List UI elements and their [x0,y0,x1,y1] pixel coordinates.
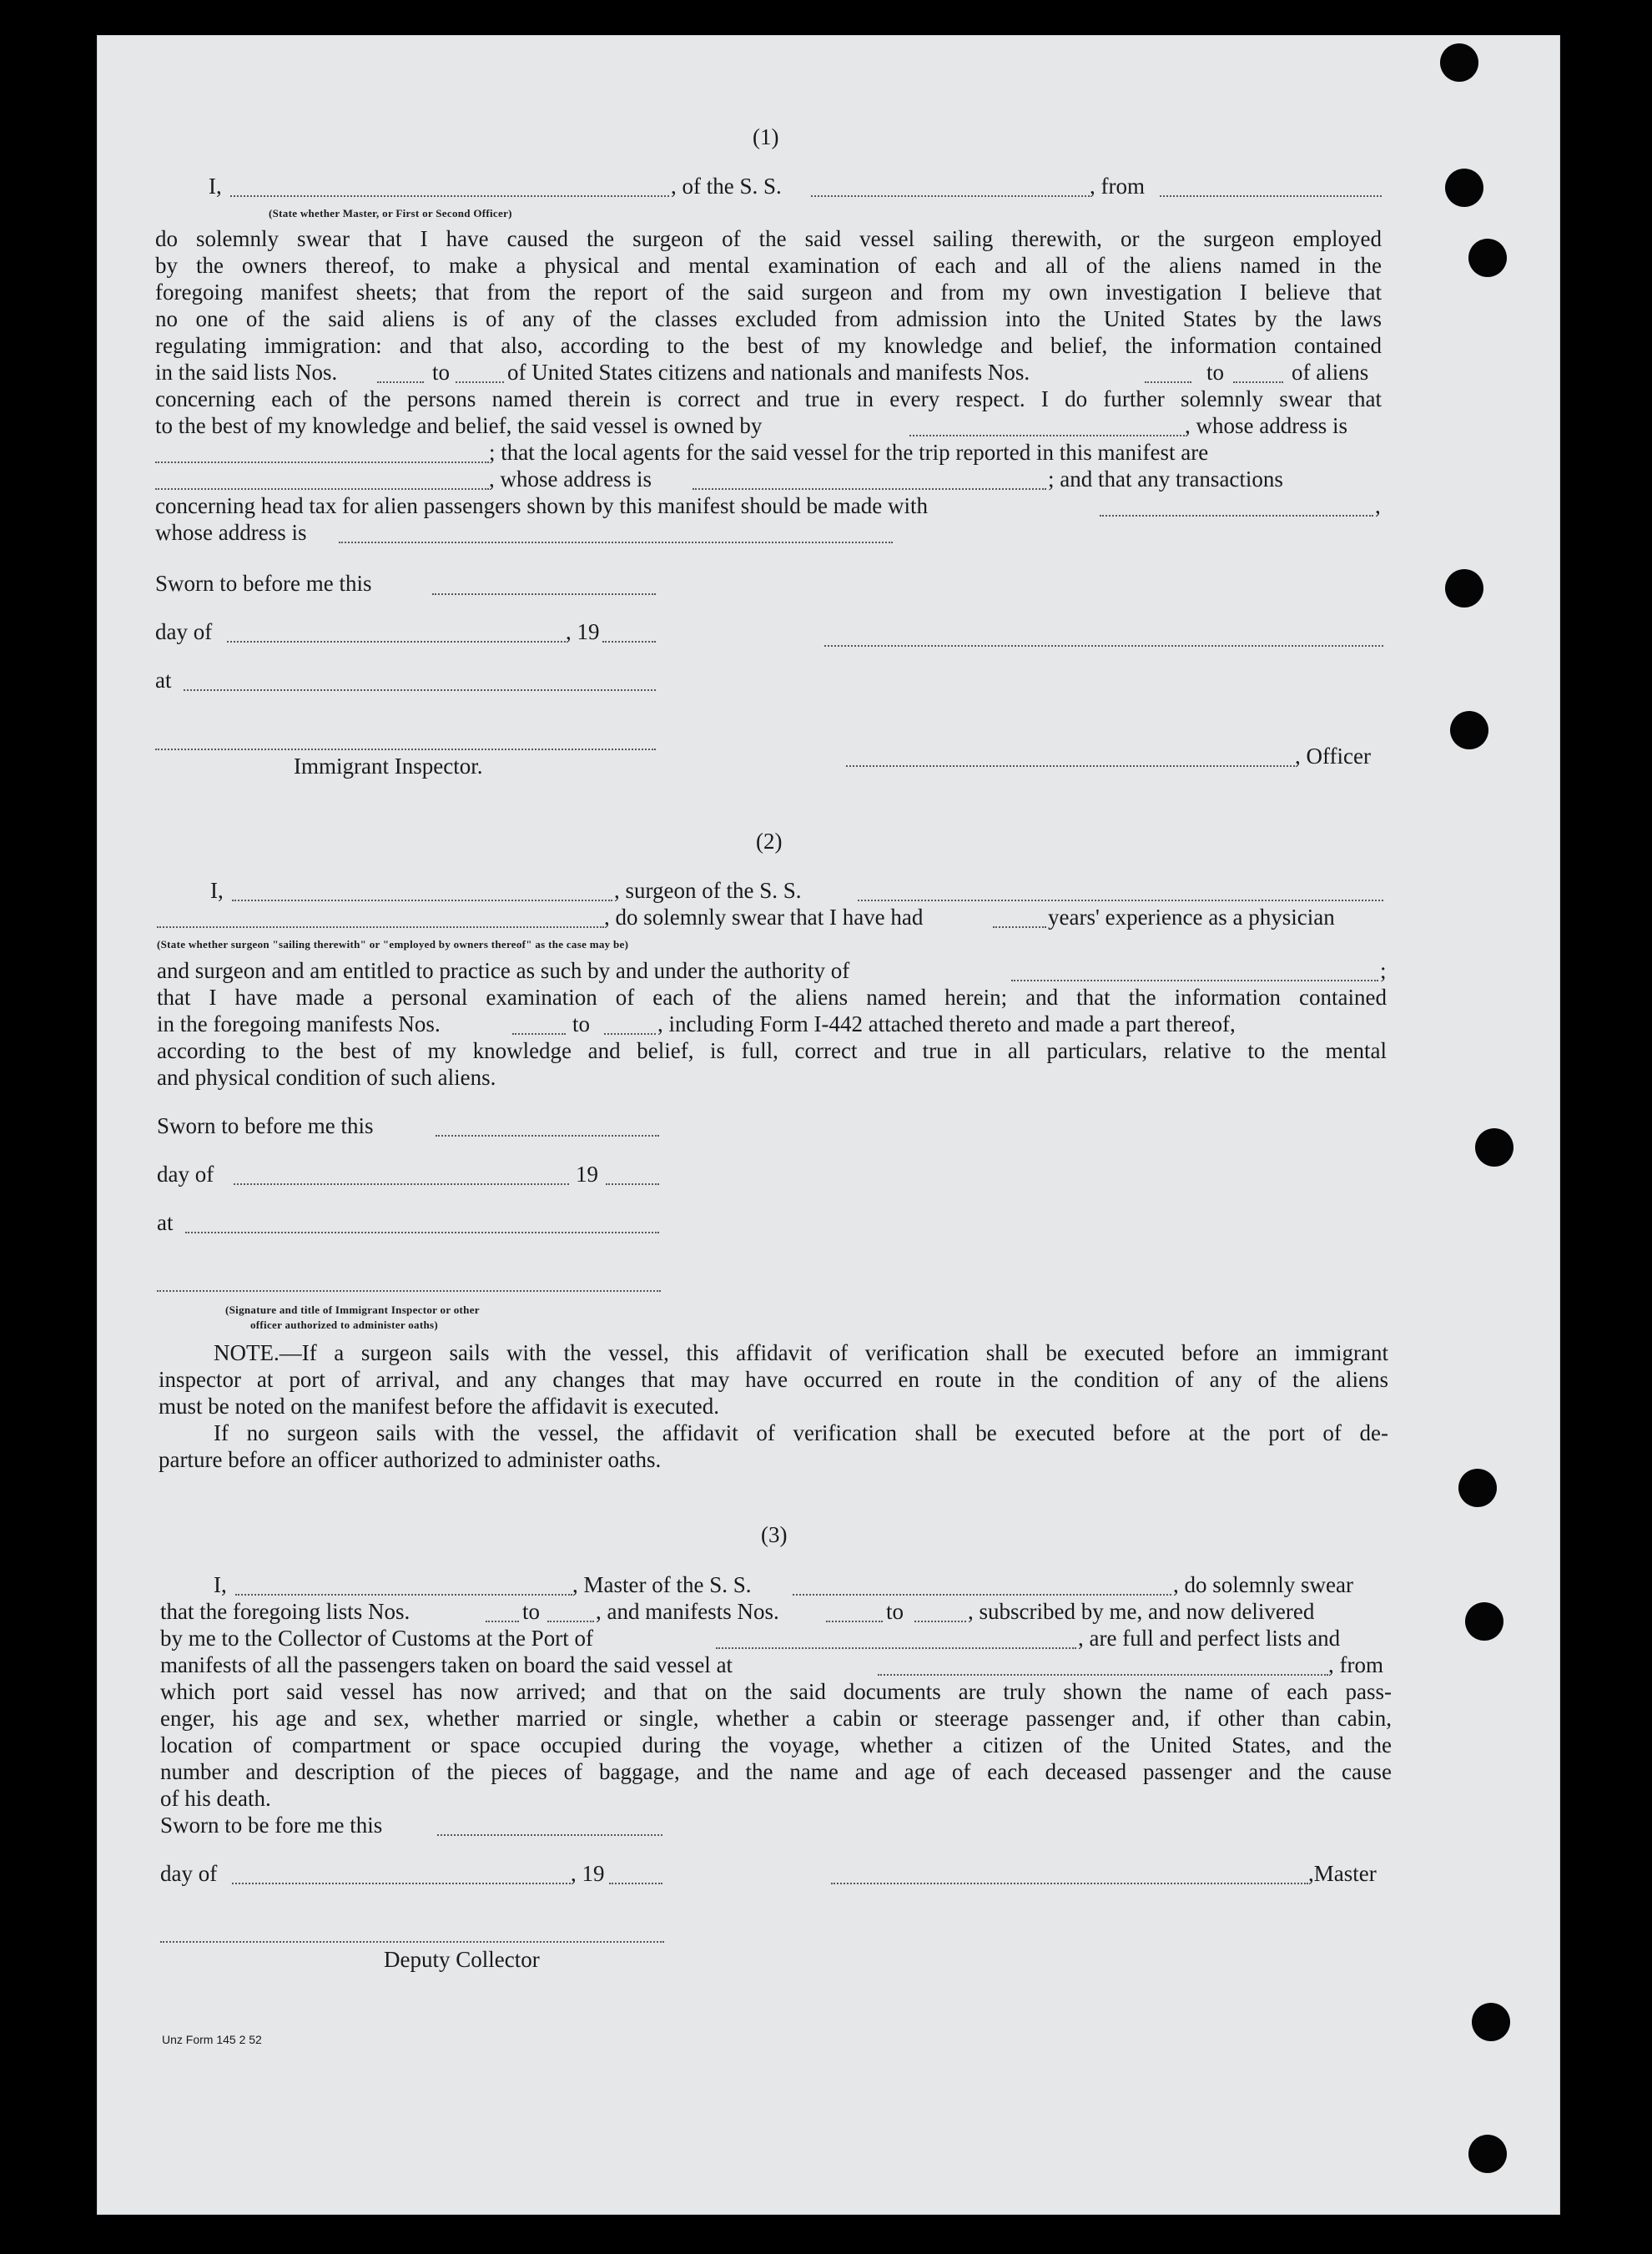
label: to the best of my knowledge and belief, the said vessel is owned by [155,413,763,438]
section1-body [155,225,1382,359]
punch-hole [1468,2135,1507,2173]
blank-day-month[interactable] [234,1183,569,1185]
blank-inspector-signature[interactable] [155,749,656,750]
label: , and manifests Nos. [596,1599,779,1624]
label: , [1375,493,1381,518]
blank-lists-from[interactable] [377,381,424,383]
text-line: according to the best of my knowledge and belief, is full, correct and true in all particulars, relative to the mental [157,1038,1387,1063]
blank-officer-signature[interactable] [824,645,1383,647]
label: I, [210,878,224,903]
note-paragraph-2 [159,1419,1388,1473]
blank-manifests-from[interactable] [512,1033,566,1035]
punch-hole [1468,239,1507,277]
blank-year[interactable] [609,1883,662,1884]
caption: (Signature and title of Immigrant Inspector or other [225,1303,480,1316]
section-number: (3) [761,1522,788,1547]
text-line: regulating immigration: and that also, according to the best of my knowledge and belief, the information contained [155,333,1382,358]
blank-day-month[interactable] [232,1883,571,1884]
blank-surgeon-name[interactable] [232,900,612,901]
caption: (State whether surgeon "sailing therewith" or "employed by owners thereof" as the case may be) [157,938,629,951]
label: at [155,668,172,693]
blank-surgeon-status[interactable] [157,926,604,928]
blank-owner-address[interactable] [155,461,489,463]
label: , subscribed by me, and now delivered [968,1599,1315,1624]
label: and physical condition of such aliens. [157,1065,496,1090]
label: to [522,1599,541,1624]
label: , do solemnly swear that I have had [604,905,924,930]
punch-hole [1472,2003,1510,2041]
blank-year[interactable] [606,1183,659,1185]
label: whose address is [155,520,307,545]
blank-vessel[interactable] [811,195,1090,197]
blank-manifests-to[interactable] [914,1621,966,1622]
label: day of [155,619,213,644]
text-line: no one of the said aliens is of any of the classes excluded from admission into the United States by the laws [155,306,1382,331]
label: , from [1090,174,1145,199]
label: Immigrant Inspector. [294,754,483,779]
blank-sworn-date[interactable] [432,593,656,595]
blank-authority[interactable] [1011,980,1378,981]
blank-lists-from[interactable] [486,1621,519,1622]
punch-hole [1440,43,1478,82]
text-line: which port said vessel has now arrived; and that on the said documents are truly shown the name of each pass- [160,1679,1392,1704]
text-line: number and description of the pieces of baggage, and the name and age of each deceased passenger and the cause [160,1759,1392,1784]
blank-master-vessel[interactable] [793,1594,1171,1596]
label: ; and that any transactions [1048,466,1283,492]
text-line: parture before an officer authorized to administer oaths. [159,1447,662,1472]
label: manifests of all the passengers taken on board the said vessel at [160,1652,733,1677]
blank-head-tax[interactable] [1100,515,1373,517]
label: Sworn to be fore me this [160,1813,383,1838]
label: , surgeon of the S. S. [614,878,802,903]
label: to [1206,360,1225,385]
text-line: location of compartment or space occupied during the voyage, whether a citizen of the United States, and the [160,1732,1392,1757]
blank-agents[interactable] [155,488,489,490]
blank-agents-address[interactable] [693,488,1046,490]
blank-lists-to[interactable] [547,1621,594,1622]
label: of aliens [1292,360,1369,385]
blank-master-name[interactable] [235,1594,572,1596]
label: ; that the local agents for the said vessel for the trip reported in this manifest are [489,440,1209,465]
punch-hole [1445,169,1483,207]
note-paragraph-1 [159,1339,1388,1419]
blank-sworn-date[interactable] [436,1135,659,1137]
label: of United States citizens and nationals and manifests Nos. [507,360,1030,385]
blank-manifest-to[interactable] [1233,381,1283,383]
section2-line [157,1037,1387,1064]
text-line: that I have made a personal examination of each of the aliens named herein; and that the information contained [157,985,1387,1010]
blank-deputy-signature[interactable] [160,1941,664,1943]
blank-year[interactable] [602,641,656,643]
label: to [886,1599,904,1624]
blank-lists-to[interactable] [456,381,504,383]
punch-hole [1450,711,1488,749]
label: , from [1328,1652,1383,1677]
section1-line [155,386,1382,412]
label: and surgeon and am entitled to practice as such by and under the authority of [157,958,850,983]
blank-officer-name[interactable] [846,765,1295,767]
label: Deputy Collector [384,1947,540,1972]
text-line: by the owners thereof, to make a physical and mental examination of each and all of the aliens named in the [155,253,1382,278]
blank-from[interactable] [1160,195,1382,197]
text-line: If no surgeon sails with the vessel, the affidavit of verification shall be executed before at the port of de- [214,1420,1388,1445]
label: Sworn to before me this [155,571,372,596]
label: 19 [576,1162,598,1187]
label: ; [1380,958,1387,983]
label: to [432,360,451,385]
label: at [157,1210,174,1235]
blank-manifest-from[interactable] [1145,381,1191,383]
blank-sworn-date[interactable] [437,1834,662,1836]
text-line: do solemnly swear that I have caused the surgeon of the said vessel sailing therewith, or the surgeon employed [155,226,1382,251]
section2-line [157,984,1387,1011]
label: , whose address is [489,466,652,492]
section-number: (1) [753,124,779,149]
label: , 19 [566,619,600,644]
text-line: enger, his age and sex, whether married or single, whether a cabin or steerage passenger and, if other than cabin, [160,1706,1392,1731]
label: concerning head tax for alien passengers shown by this manifest should be made with [155,493,929,518]
caption: (State whether Master, or First or Second Officer) [269,207,512,219]
punch-hole [1475,1128,1513,1167]
section-number: (2) [756,829,783,854]
blank-place[interactable] [184,689,656,691]
blank-port[interactable] [716,1647,1076,1649]
blank-owner[interactable] [909,435,1185,436]
text-line: NOTE.—If a surgeon sails with the vessel, this affidavit of verification shall be executed before an immigrant [214,1340,1388,1365]
label: , do solemnly swear [1173,1572,1353,1597]
label: in the foregoing manifests Nos. [157,1011,441,1036]
text-line: must be noted on the manifest before the affidavit is executed. [159,1394,720,1419]
text-line: concerning each of the persons named therein is correct and true in every respect. I do further solemnly swear that [155,386,1382,411]
blank-manifests-to[interactable] [604,1033,656,1035]
label: I, [214,1572,227,1597]
punch-hole [1465,1602,1503,1641]
label: years' experience as a physician [1048,905,1335,930]
label: to [572,1011,591,1036]
form-number: Unz Form 145 2 52 [162,2033,262,2046]
blank-officer[interactable] [230,195,669,197]
label: , Officer [1295,744,1371,769]
label: , 19 [571,1861,605,1886]
blank-master-signature[interactable] [831,1883,1308,1884]
blank-departure-port[interactable] [878,1674,1328,1676]
caption: officer authorized to administer oaths) [250,1319,438,1331]
punch-hole [1458,1469,1497,1507]
label: Sworn to before me this [157,1113,374,1138]
label: , whose address is [1185,413,1347,438]
label: I, [209,174,222,199]
blank-day-month[interactable] [227,641,566,643]
label: ,Master [1308,1861,1377,1886]
label: , including Form I-442 attached thereto and made a part thereof, [657,1011,1236,1036]
label: in the said lists Nos. [155,360,338,385]
label: that the foregoing lists Nos. [160,1599,410,1624]
text-line: inspector at port of arrival, and any changes that may have occurred en route in the condition of any of the aliens [159,1367,1388,1392]
blank-years[interactable] [993,926,1046,928]
blank-head-tax-address[interactable] [339,542,893,543]
label: day of [157,1162,214,1187]
punch-hole [1445,569,1483,608]
blank-surgeon-vessel[interactable] [858,900,1383,901]
blank-place[interactable] [185,1232,659,1233]
label: of his death. [160,1786,271,1811]
section3-body [160,1678,1392,1785]
label: by me to the Collector of Customs at the Port of [160,1626,593,1651]
label: , Master of the S. S. [572,1572,752,1597]
blank-manifests-from[interactable] [826,1621,883,1622]
text-line: foregoing manifest sheets; that from the report of the said surgeon and from my own investigation I believe that [155,280,1382,305]
label: day of [160,1861,218,1886]
blank-inspector-signature[interactable] [157,1290,661,1292]
label: , are full and perfect lists and [1078,1626,1341,1651]
label: , of the S. S. [671,174,782,199]
